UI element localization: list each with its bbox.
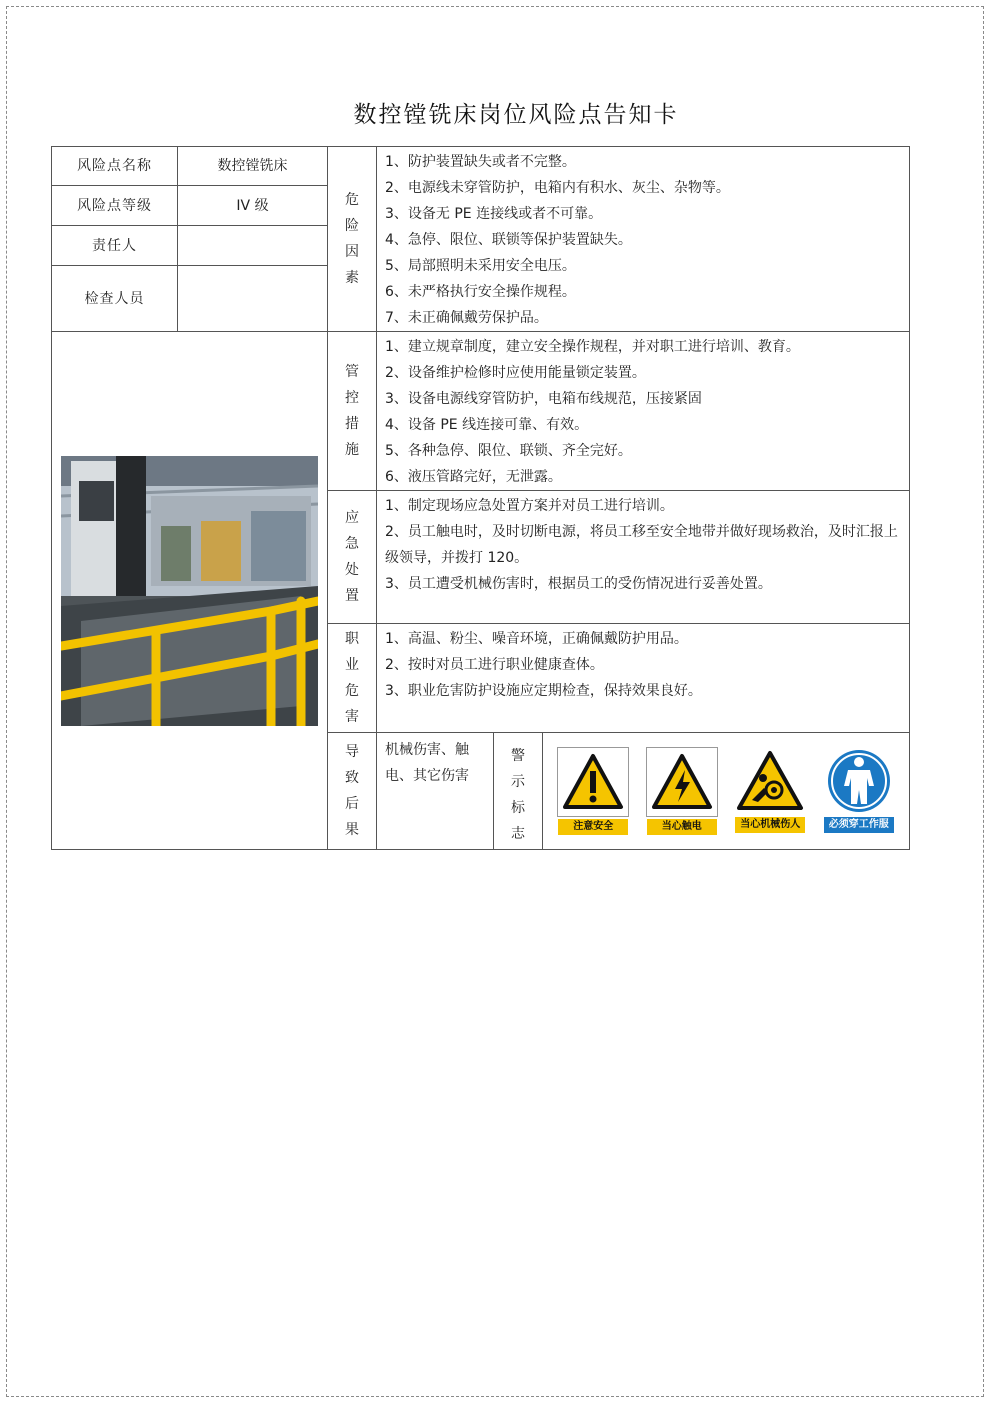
risk-name-label: 风险点名称: [52, 147, 178, 186]
hazard-item: 5、局部照明未采用安全电压。: [385, 258, 576, 274]
machine-photo-image: [61, 456, 318, 726]
control-item: 4、设备 PE 线连接可靠、有效。: [385, 417, 589, 433]
owner-label: 责任人: [52, 226, 178, 266]
warning-signs-heading: 警 示 标 志: [494, 733, 543, 850]
sign-caption: 当心触电: [647, 819, 717, 835]
sign-machinery: [734, 747, 806, 835]
occupational-item: 3、职业危害防护设施应定期检查，保持效果良好。: [385, 683, 702, 699]
machinery-injury-warning-icon: [736, 750, 804, 812]
sign-caption: 当心机械伤人: [735, 817, 805, 833]
inspector-label: 检查人员: [52, 266, 178, 332]
consequences-text: 机械伤害、触电、其它伤害: [377, 733, 494, 850]
sign-electric-shock: [646, 747, 718, 835]
controls-heading: 管 控 措 施: [328, 332, 377, 491]
risk-level-label: 风险点等级: [52, 186, 178, 226]
electric-shock-warning-icon: [651, 753, 713, 811]
emergency-item: 2、员工触电时，及时切断电源，将员工移至安全地带并做好现场救治，及时汇报上级领导，并拨打 120。: [385, 524, 898, 566]
occupational-list: [377, 624, 910, 733]
inspector-value: [178, 266, 328, 332]
control-item: 6、液压管路完好，无泄露。: [385, 469, 562, 485]
page-title: 数控镗铣床岗位风险点告知卡: [353, 102, 679, 128]
hazard-item: 2、电源线未穿管防护，电箱内有积水、灰尘、杂物等。: [385, 180, 730, 196]
exclamation-warning-icon: [562, 753, 624, 811]
consequences-heading: 导 致 后 果: [328, 733, 377, 850]
emergency-item: 3、员工遭受机械伤害时，根据员工的受伤情况进行妥善处置。: [385, 576, 772, 592]
sign-workwear: [823, 747, 895, 835]
controls-list: [377, 332, 910, 491]
hazards-heading: 危 险 因 素: [328, 147, 377, 332]
occupational-heading: 职 业 危 害: [328, 624, 377, 733]
hazard-item: 6、未严格执行安全操作规程。: [385, 284, 576, 300]
risk-card-table: [51, 146, 910, 850]
wear-workwear-icon: [826, 748, 892, 814]
hazard-item: 1、防护装置缺失或者不完整。: [385, 154, 576, 170]
machine-photo: [61, 456, 318, 726]
risk-level-value: IV 级: [178, 186, 328, 226]
warning-signs-cell: [543, 733, 910, 850]
machine-photo-cell: [52, 332, 328, 850]
control-item: 3、设备电源线穿管防护，电箱布线规范，压接紧固: [385, 391, 702, 407]
control-item: 1、建立规章制度，建立安全操作规程，并对职工进行培训、教育。: [385, 339, 800, 355]
hazards-list: [377, 147, 910, 332]
control-item: 2、设备维护检修时应使用能量锁定装置。: [385, 365, 646, 381]
hazard-item: 4、急停、限位、联锁等保护装置缺失。: [385, 232, 632, 248]
sign-caption: 注意安全: [558, 819, 628, 835]
occupational-item: 2、按时对员工进行职业健康查体。: [385, 657, 604, 673]
owner-value: [178, 226, 328, 266]
risk-name-value: 数控镗铣床: [178, 147, 328, 186]
emergency-heading: 应 急 处 置: [328, 491, 377, 624]
control-item: 5、各种急停、限位、联锁、齐全完好。: [385, 443, 632, 459]
hazard-item: 3、设备无 PE 连接线或者不可靠。: [385, 206, 603, 222]
occupational-item: 1、高温、粉尘、噪音环境，正确佩戴防护用品。: [385, 631, 688, 647]
hazard-item: 7、未正确佩戴劳保护品。: [385, 310, 548, 326]
sign-caption: 必须穿工作服: [824, 817, 894, 833]
sign-caution: [557, 747, 629, 835]
emergency-item: 1、制定现场应急处置方案并对员工进行培训。: [385, 498, 674, 514]
emergency-list: [377, 491, 910, 624]
